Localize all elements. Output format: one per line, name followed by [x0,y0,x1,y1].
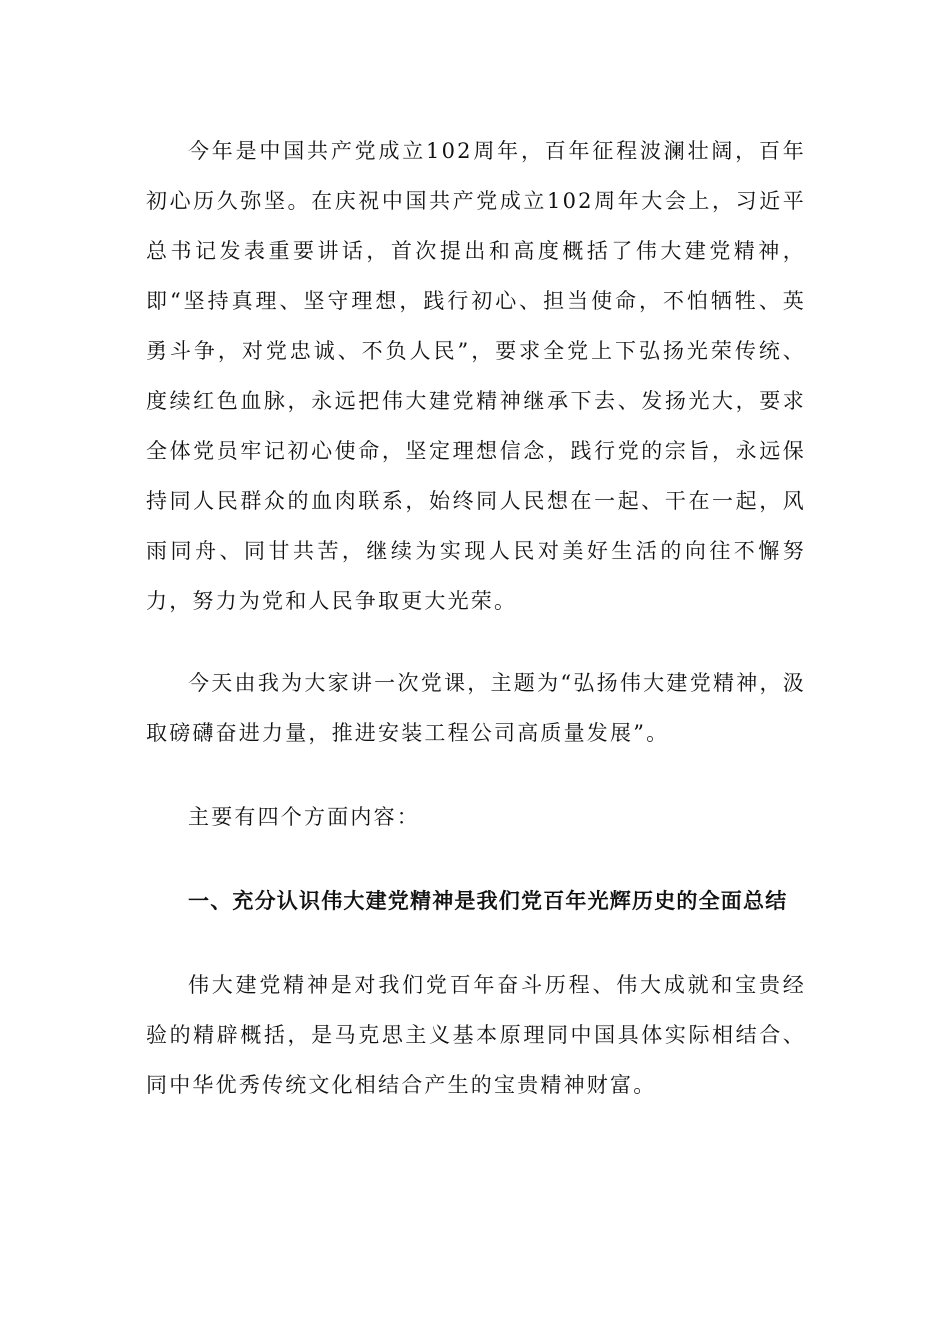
outline-paragraph: 主要有四个方面内容： [188,805,420,829]
intro-paragraph: 今年是中国共产党成立102周年，百年征程波澜壮阔，百年初心历久弥坚。在庆祝中国共产党成立102周年大会上，习近平总书记发表重要讲话，首次提出和高度概括了伟大建党精神，即“坚持真理、坚守理想，践行初心、担当使命，不怕牺牲、英勇斗争，对党忠诚、不负人民”，要求全党上下弘扬光荣传统、度续红色血脉，永远把伟大建党精神继承下去、发扬光大，要求全体党员牢记初心使命，坚定理想信念，践行党的宗旨，永远保持同人民群众的血肉联系，始终同人民想在一起、干在一起，风雨同舟、同甘共苦，继续为实现人民对美好生活的向往不懈努力，努力为党和人民争取更大光荣。 [146,139,806,613]
lecture-topic-paragraph: 今天由我为大家讲一次党课，主题为“弘扬伟大建党精神，汲取磅礴奋进力量，推进安装工程公司高质量发展”。 [146,671,806,745]
section-1-paragraph: 伟大建党精神是对我们党百年奋斗历程、伟大成就和宝贵经验的精辟概括，是马克思主义基本原理同中国具体实际相结合、同中华优秀传统文化相结合产生的宝贵精神财富。 [146,973,806,1097]
document-body [146,126,806,1110]
section-heading-1: 一、充分认识伟大建党精神是我们党百年光辉历史的全面总结 [188,889,788,913]
